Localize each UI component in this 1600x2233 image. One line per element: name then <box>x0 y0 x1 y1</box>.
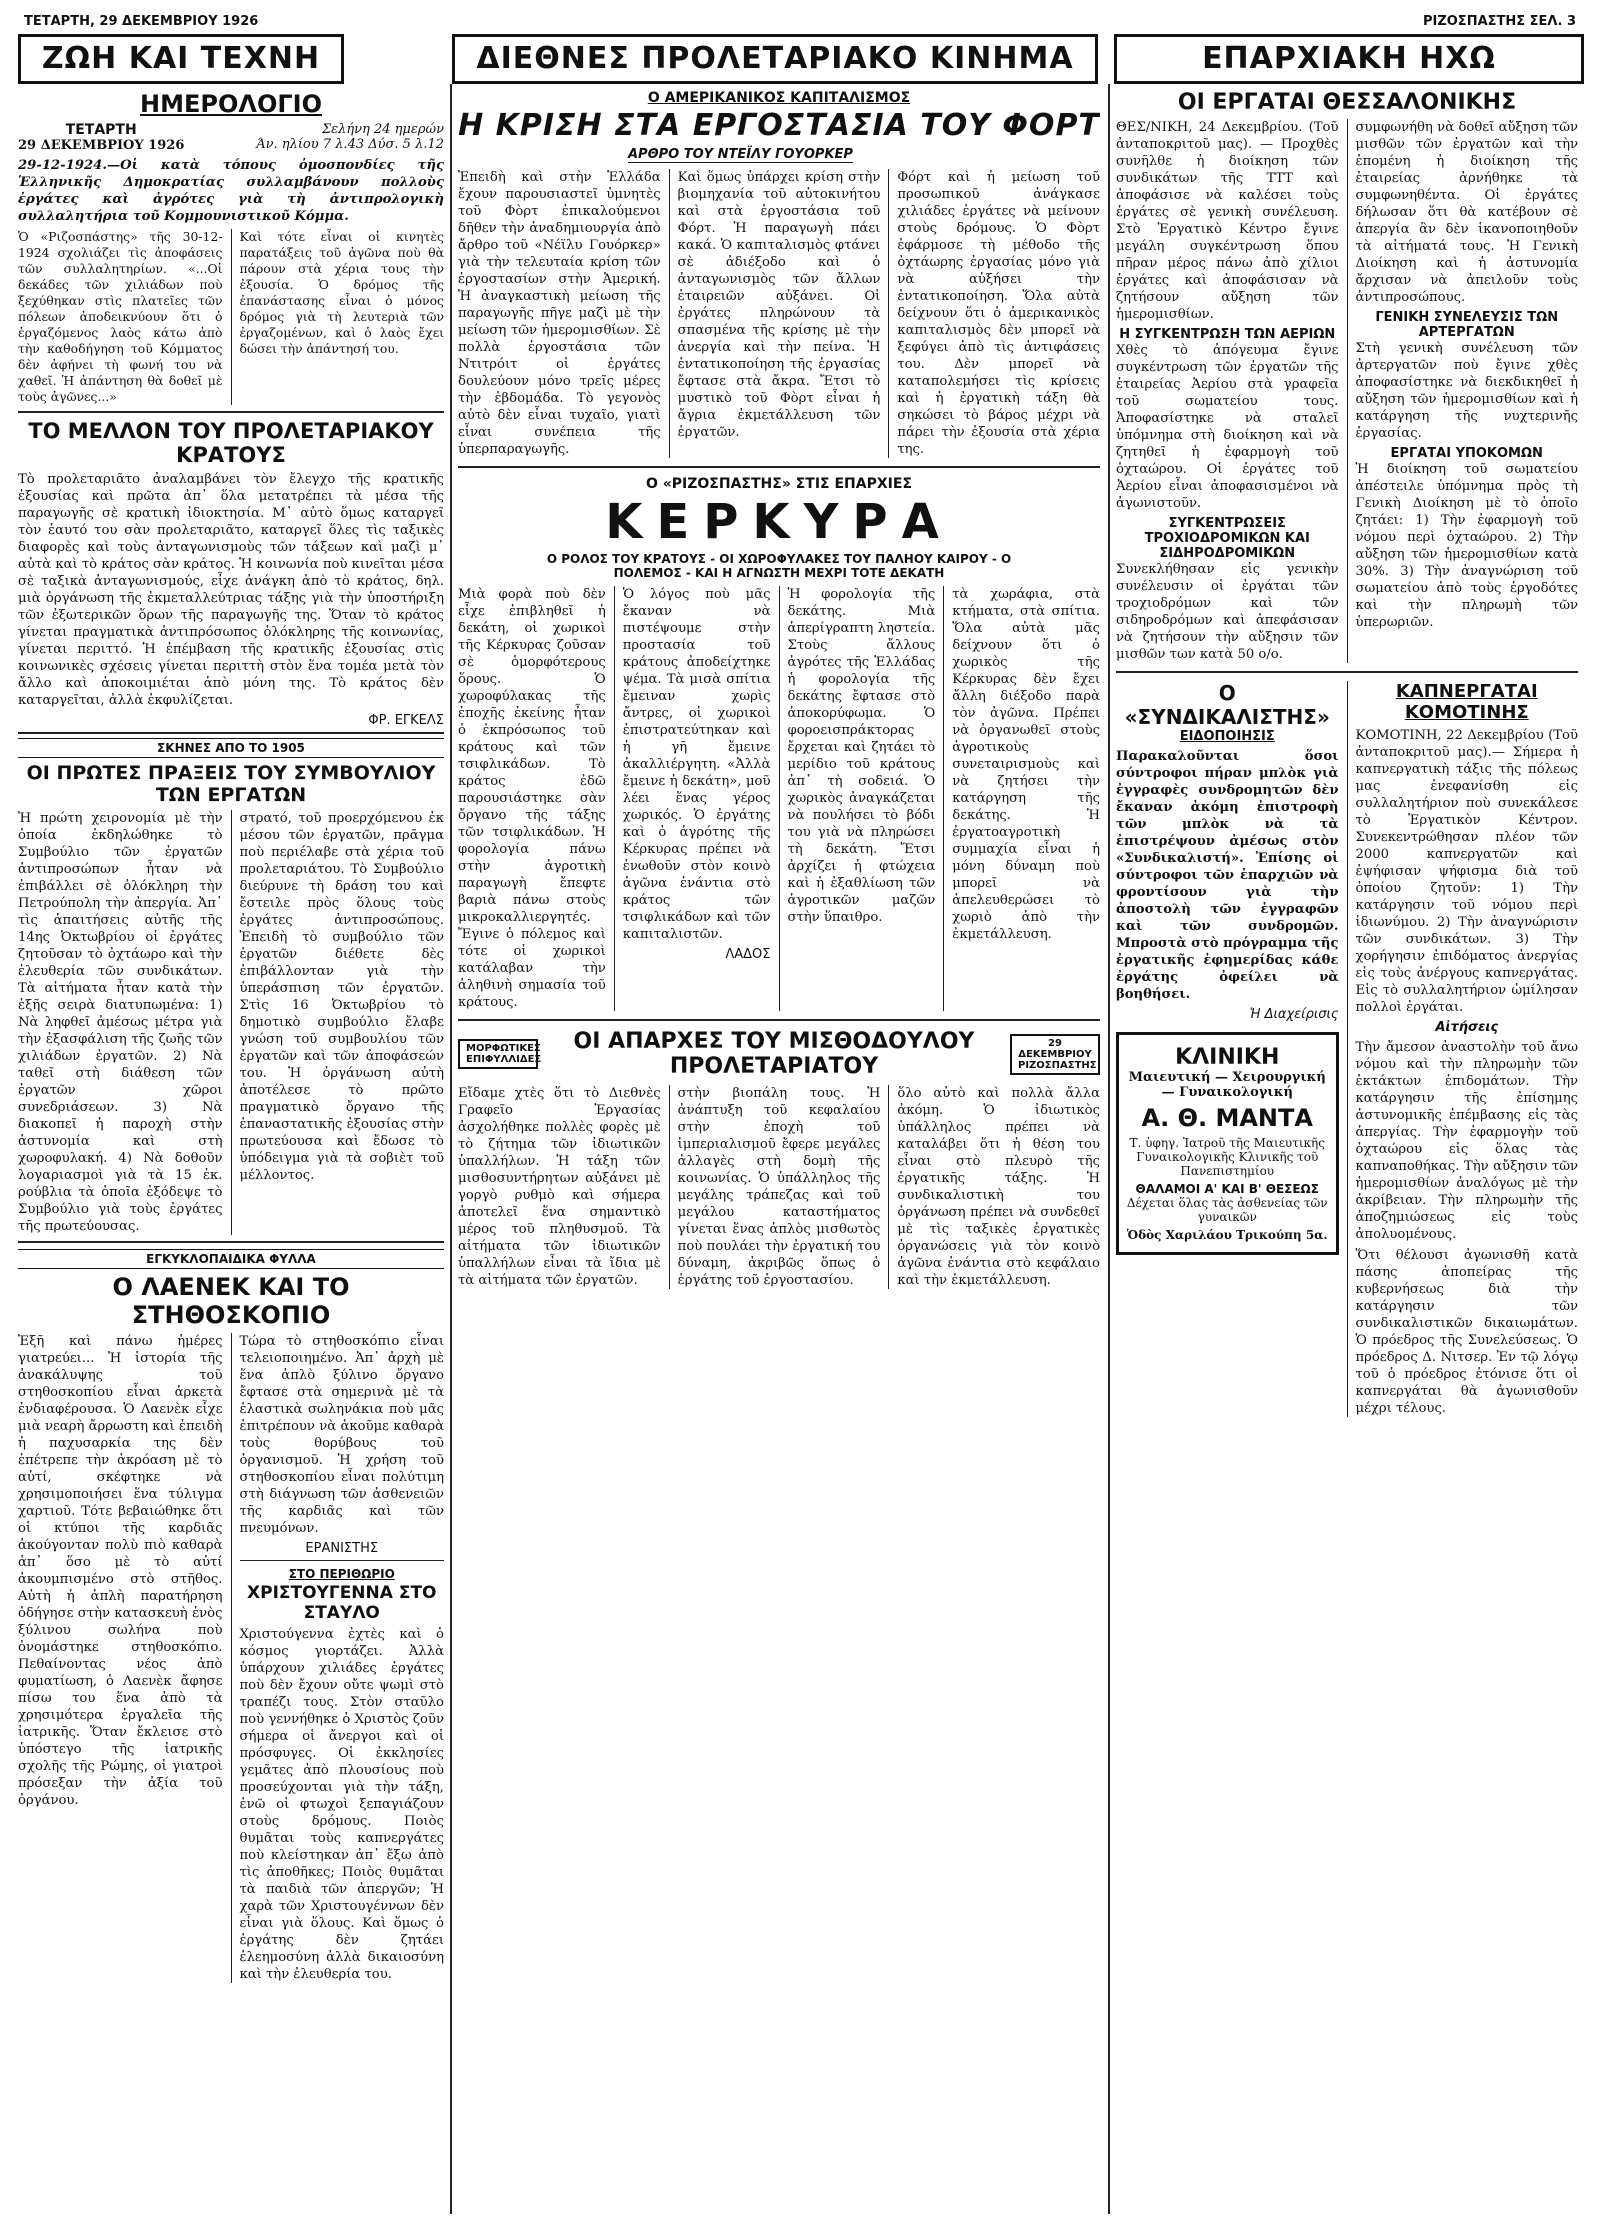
corfu-title: ΚΕΡΚΥΡΑ <box>605 494 953 550</box>
christmas-kicker: ΣΤΟ ΠΕΡΙΘΩΡΙΟ <box>288 1567 395 1581</box>
clinic-line-2: Τ. ὑφηγ. Ἰατροῦ τῆς Μαιευτικῆς Γυναικολογικῆς Κλινικῆς τοῦ Πανεπιστημίου <box>1129 1136 1325 1178</box>
corfu-text-d: τὰ χωράφια, στὰ κτήματα, στὰ σπίτια. Ὅλα αὐτὰ μᾶς δείχνουν ὅτι ὁ χωρικὸς τῆς Κέρκυρας δὲν ἔχει ἄλλη διέξοδο παρὰ τὸν ἀγῶνα. Πρέπει νὰ ὀργανωθεῖ στοὺς ἀγροτικοὺς συνεταιρισμοὺς καὶ νὰ ζητήσει τὴν κατάργηση τῆς δεκάτης. Ἡ ἐργατοαγροτικὴ συμμαχία εἶναι ἡ μόνη δύναμη ποὺ μπορεῖ νὰ ἀπελευθερώσει τὸ χωριὸ ἀπὸ τὴν ἐκμετάλλευση. <box>952 587 1100 942</box>
syndicalist-sign: Ἡ Διαχείρισις <box>1249 1007 1339 1022</box>
corfu-kicker: Ο «ΡΙΖΟΣΠΑΣΤΗΣ» ΣΤΙΣ ΕΠΑΡΧΙΕΣ <box>645 476 913 492</box>
salaried-box-left: ΜΟΡΦΩΤΙΚΕΣ ΕΠΙΦΥΛΛΙΔΕΣ <box>458 1039 538 1069</box>
calendar-text-b: Καὶ τότε εἶναι οἱ κινητὲς παρατάξεις τοῦ ἀγῶνα ποὺ θὰ πάρουν στὰ χέρια τους τὴν ἐξουσία. Ὁ δρόμος τῆς ἐπανάστασης εἶναι ὁ μόνος δρόμος γιὰ τὴ λευτεριὰ τῶν ἐργαζομένων, καὶ ὁ λαὸς ἔχει δώσει τὴν ἀπάντησή του. <box>239 229 444 356</box>
corfu-text-b: Ὁ λόγος ποὺ μᾶς ἔκαναν νὰ πιστέψουμε στὴν προστασία τοῦ κράτους ἀποδείχτηκε ψέμα. Τὰ μισὰ σπίτια ἔμειναν χωρὶς ἄντρες, οἱ χωρικοὶ ἐπιστρατεύτηκαν καὶ ἡ γῆ ἔμεινε ἀκαλλιέργητη. «Ἀλλὰ ἔμεινε ἡ δεκάτη», μοῦ λέει ἕνας γέρος χωρικός. Ὁ ἐργάτης καὶ ὁ ἀγρότης τῆς Κέρκυρας πρέπει νὰ ἑνωθοῦν στὸν κοινὸ ἀγῶνα ἐνάντια στὸ κράτος τῶν τσιφλικάδων καὶ τῶν καπιταλιστῶν. <box>622 587 771 942</box>
calendar-sun: Άν. ηλίου 7 λ.43 Δύσ. 5 λ.12 <box>256 137 444 152</box>
section-left-header: ΖΩΗ ΚΑΙ ΤΕΧΝΗ <box>18 34 344 84</box>
clinic-line-1: Μαιευτική — Χειρουργική — Γυναικολογική <box>1128 1070 1326 1100</box>
future-state-author: ΦΡ. ΕΓΚΕΛΣ <box>368 713 444 728</box>
memo-heading: ΕΡΓΑΤΑΙ ΥΠΟΚΟΜΩΝ <box>1390 446 1543 461</box>
komotini-body: ΚΟΜΟΤΙΝΗ, 22 Δεκεμβρίου (Τοῦ ἀνταποκριτοῦ μας).— Σήμερα ἡ καπνεργατικὴ τάξις τῆς πόλεως μας ἐνεφανίσθη εἰς συλλαλητήριον ποὺ συνεκάλεσε τὸ Ἐργατικὸν Κέντρον. Συνεκεντρώθησαν πλέον τῶν 2000 καπνεργατῶν καὶ ἐψήφισαν ψήφισμα διὰ τοῦ ὁποίου ζητοῦν: 1) Τὴν κατάργησιν τοῦ νόμου περὶ ἰδιωνύμου. 2) Τὴν ἀναγνώρισιν τῶν συνδικάτων. 3) Τὴν χορήγησιν ἐπιδόματος ἀνεργίας εἰς τοὺς ἀνέργους καπνεργάτας. Εἰς τὸ συλλαλητήριον ὡμίλησαν πολλοὶ ἐργάται. <box>1355 728 1578 1015</box>
scenes-kicker: ΣΚΗΝΕΣ ΑΠΟ ΤΟ 1905 <box>18 738 444 758</box>
encyclopedia-text-a: Ἑξῆ καὶ πάνω ἡμέρες γιατρεύει... Ἡ ἱστορία τῆς ἀνακάλυψης τοῦ στηθοσκοπίου εἶναι ἀρκετὰ ἐνδιαφέρουσα. Ὁ Λαενὲκ εἶχε μιὰ νεαρὴ ἄρρωστη καὶ ἐπειδὴ ἡ παχυσαρκία της δὲν ἐπέτρεπε τὴν ἀκρόαση μὲ τὸ αὐτί, σκέφτηκε νὰ χρησιμοποιήσει ἕνα τύλιγμα χαρτιοῦ. Τότε βεβαιώθηκε ὅτι οἱ κτύποι τῆς καρδιᾶς ἀκούγονταν πολὺ πιὸ καθαρὰ ἀπ᾽ ὅσο μὲ τὸ αὐτί ἀκουμπισμένο στὸ στῆθος. Αὐτὴ ἡ ἁπλὴ παρατήρηση ὁδήγησε στὴν κατασκευὴ ἑνὸς ξύλινου σωλήνα ποὺ ὀνομάστηκε στηθοσκόπιο. Πεθαίνοντας νέος ἀπὸ φυματίωση, ὁ Λαενὲκ ἄφησε πίσω του ἕνα ἀπὸ τὰ χρησιμότερα ἐργαλεῖα τῆς ἰατρικῆς. Ὅταν ἔκλεισε στὸ ὑπόστεγο τῆς ἰατρικῆς σχολῆς τῆς Ρώμης, οἱ γιατροὶ πρόσεξαν τὴν ἀξία τοῦ ὀργάνου. <box>18 1334 223 1808</box>
syndicalist-title: Ο «ΣΥΝΔΙΚΑΛΙΣΤΗΣ» <box>1124 681 1330 729</box>
bakers-body: Στὴ γενικὴ συνέλευση τῶν ἀρτεργατῶν ποὺ ἔγινε χθὲς ἀποφασίστηκε νὰ διεκδικηθεῖ ἡ αὔξηση τῶν ἡμερομισθίων καὶ ἡ κατάργηση τῆς νυχτερινῆς ἐργασίας. <box>1355 341 1578 441</box>
christmas-title: ΧΡΙΣΤΟΥΓΕΝΝΑ ΣΤΟ ΣΤΑΥΛΟ <box>247 1583 437 1623</box>
corfu-article <box>458 476 1100 1011</box>
trams-body: Συνεκλήθησαν εἰς γενικὴν συνέλευσιν οἱ ἐργάται τῶν τροχιοδρόμων καὶ τῶν σιδηροδρόμων καὶ ἀπεφάσισαν νὰ ζητήσουν τὴν αὔξησιν τῶν μισθῶν των κατὰ 50 ο/ο. <box>1116 562 1339 662</box>
salaried-box-right: 29 ΔΕΚΕΜΒΡΙΟΥ ΡΙΖΟΣΠΑΣΤΗΣ <box>1010 1034 1100 1075</box>
syndicalist-body: Παρακαλοῦνται ὅσοι σύντροφοι πήραν μπλὸκ γιὰ ἐγγραφὲς συνδρομητῶν δὲν ἔκαναν ἀκόμη ἐπιστροφὴ τῶν μπλὸκ νὰ τὰ ἐπιστρέψουν ἀμέσως στὸν «Συνδικαλιστή». Ἐπίσης οἱ σύντροφοι τῶν ἐπαρχιῶν νὰ φροντίσουν γιὰ τὴν ἀποστολὴ τῶν ἐγγραφῶν καὶ τῶν συνδρομῶν. Μπροστὰ στὸ πρόγραμμα τῆς ἐργατικῆς ἐφημερίδας κάθε ἐργάτης ὀφείλει νὰ βοηθήσει. <box>1116 749 1339 1002</box>
gas-assembly-heading: Η ΣΥΓΚΕΝΤΡΩΣΗ ΤΩΝ ΑΕΡΙΩΝ <box>1119 327 1336 342</box>
ford-article <box>458 90 1100 458</box>
section-divider <box>18 411 444 413</box>
scenes-title: ΟΙ ΠΡΩΤΕΣ ΠΡΑΞΕΙΣ ΤΟΥ ΣΥΜΒΟΥΛΙΟΥ ΤΩΝ ΕΡΓΑΤΩΝ <box>26 762 436 806</box>
clinic-doctor-name: Α. Θ. ΜΑΝΤΑ <box>1141 1104 1313 1132</box>
syndicalist-subtitle: ΕΙΔΟΠΟΙΗΣΙΣ <box>1179 729 1275 744</box>
future-state-title: ΤΟ ΜΕΛΛΟΝ ΤΟΥ ΠΡΟΛΕΤΑΡΙΑΚΟΥ ΚΡΑΤΟΥΣ <box>28 419 434 467</box>
encyclopedia-article <box>18 1249 444 1983</box>
column-rule <box>450 84 452 2214</box>
clinic-line-4: Δέχεται ὅλας τὰς ἀσθενείας τῶν γυναικῶν <box>1126 1196 1328 1224</box>
encyclopedia-text-b: Τώρα τὸ στηθοσκόπιο εἶναι τελειοποιημένο. Ἀπ᾽ ἀρχὴ μὲ ἕνα ἁπλὸ ξύλινο ὄργανο ἔφτασε στὰ σημερινὰ μὲ τὰ ἐλαστικὰ σωληνάκια ποὺ μᾶς ἐπιτρέπουν νὰ ἀκοῦμε καθαρὰ τοὺς θορύβους τοῦ ὀργανισμοῦ. Ἡ χρήση τοῦ στηθοσκοπίου εἶναι πολύτιμη στὴ διάγνωση τῶν ἀσθενειῶν τῆς καρδιᾶς καὶ τῶν πνευμόνων. <box>239 1334 444 1536</box>
komotini-requests-heading: Αἰτήσεις <box>1435 1020 1499 1035</box>
memo-body: Ἡ διοίκηση τοῦ σωματείου ἀπέστειλε ὑπόμνημα πρὸς τὴ Γενικὴ Διοίκηση μὲ τὸ ὁποῖο ζητάει: 1) Τὴν ἐφαρμογὴ τοῦ νόμου περὶ ὀχταώρου. 2) Τὴν αὔξηση τῶν ἡμερομισθίων κατὰ 30%. 3) Τὴν ἀναγνώριση τοῦ σωματείου ἀπὸ τοὺς ἐργοδότες καὶ τὴν πληρωμὴ τῶν ὑπερωριῶν. <box>1355 462 1578 630</box>
section-center-header: ΔΙΕΘΝΕΣ ΠΡΟΛΕΤΑΡΙΑΚΟ ΚΙΝΗΜΑ <box>452 34 1098 84</box>
paper-page-label: ΡΙΖΟΣΠΑΣΤΗΣ ΣΕΛ. 3 <box>1422 14 1576 29</box>
gas-assembly-body: Χθὲς τὸ ἀπόγευμα ἔγινε συγκέντρωση τῶν ἐργατῶν τῆς ἑταιρείας Ἀερίου στὰ γραφεῖα τοῦ σωματείου τους. Ἀποφασίστηκε νὰ σταλεῖ ὑπόμνημα στὴ διοίκηση καὶ νὰ ζητηθεῖ ἡ ἐφαρμογὴ τοῦ ὀχταώρου. Οἱ ἐργάτες τοῦ Ἀερίου εἶναι ἀποφασισμένοι νὰ ἀγωνιστοῦν. <box>1116 343 1339 511</box>
clinic-line-3: ΘΑΛΑΜΟΙ Α' ΚΑΙ Β' ΘΕΣΕΩΣ <box>1135 1182 1319 1196</box>
section-divider <box>458 1019 1100 1021</box>
section-right-header: ΕΠΑΡΧΙΑΚΗ ΗΧΩ <box>1114 34 1584 84</box>
section-divider <box>1116 671 1578 673</box>
right-column <box>1116 90 1578 2215</box>
ford-subtitle: ΑΡΘΡΟ ΤΟΥ ΝΤΕΪΛΥ ΓΟΥΟΡΚΕΡ <box>628 147 853 162</box>
clinic-ad <box>1116 1032 1339 1255</box>
scenes-text-b: στρατό, τοῦ προερχόμενου ἐκ μέσου τῶν ἐργατῶν, πρᾶγμα ποὺ περιέλαβε στὰ χέρια τοῦ προλεταριάτου. Τὸ Συμβούλιο διεύρυνε τὴ δράση του καὶ ἔστειλε πρὸς ὅλους τοὺς ἐργάτες ἀντιπροσώπους. Ἐπειδὴ τὸ συμβούλιο τῶν ἐργατῶν διέθετε δὲς ἐπιβάλλονταν γιὰ τὴν ὑπεράσπιση τῶν ἐργατῶν. Στὶς 16 Ὀκτωβρίου τὸ δημοτικὸ συμβούλιο ἔλαβε γνώση τοῦ συμβουλίου τῶν ἐργατῶν καὶ τῶν ἀποφάσεών του. Ἡ ὀργάνωση αὐτὴ ἀποτέλεσε τὸ πρῶτο πραγματικὸ ὄργανο τῆς ἐπαναστατικῆς ἐξουσίας στὴν πρωτεύουσα καὶ ἔδωσε τὸ ὑπόδειγμα γιὰ τὰ σοβιὲτ τοῦ μέλλοντος. <box>239 811 444 1183</box>
salaried-text-b: στὴν βιοπάλη τους. Ἡ ἀνάπτυξη τοῦ κεφαλαίου στὴν ἐποχὴ τοῦ ἰμπεριαλισμοῦ ἔφερε μεγάλες ἀλλαγὲς στὴ δομὴ τῆς κοινωνίας. Ὁ ὑπάλληλος τῆς μεγάλης τράπεζας καὶ τοῦ μεγάλου καταστήματος γίνεται ἕνας ἀπλὸς μισθωτὸς ποὺ πουλάει τὴν ἐργατική του δύναμη, ἀκριβῶς ὅπως ὁ ἐργάτης τοῦ ἐργοστασίου. <box>677 1086 881 1288</box>
left-column <box>18 90 444 2215</box>
salaried-text-c: ὅλο αὐτὸ καὶ πολλὰ ἄλλα ἀκόμη. Ὁ ἰδιωτικὸς ὑπάλληλος πρέπει νὰ καταλάβει ὅτι ἡ θέση του εἶναι στὸ πλευρὸ τῆς ἐργατικῆς τάξης. Ἡ συνδικαλιστικὴ του ὀργάνωση πρέπει νὰ συνδεθεῖ μὲ τὶς ταξικὲς ἐργατικὲς ὀργανώσεις γιὰ τὸν κοινὸ ἀγῶνα ἐνάντια στὸ κεφάλαιο καὶ τὴν ἐκμετάλλευση. <box>897 1086 1100 1288</box>
calendar-block <box>18 90 444 405</box>
komotini-article <box>1356 681 1579 1417</box>
ford-title: Η ΚΡΙΣΗ ΣΤΑ ΕΡΓΟΣΤΑΣΙΑ ΤΟΥ ΦΟΡΤ <box>458 108 1100 143</box>
calendar-text-a: Ὁ «Ριζοσπάστης» τῆς 30-12-1924 σχολιάζει τὶς ἀποφάσεις τῶν συλλαλητηρίων. «...Οἱ δεκάδες τῶν χιλιάδων ποὺ ξεχύθηκαν στὶς πλατεῖες τῶν πόλεων ἀποδεικνύουν ὅτι ὁ ἐργαζόμενος λαὸς κάτω ἀπὸ τὴν καθοδήγηση τοῦ Κόμματος δὲν ἀφήνει τὴ φωνή του νὰ χαθεῖ. Ἡ ἀπάντηση θὰ δοθεῖ μὲ τοὺς ἀγῶνες...» <box>18 229 223 404</box>
top-strip <box>18 14 1582 32</box>
encyclopedia-author: ΕΡΑΝΙΣΤΗΣ <box>305 1541 379 1556</box>
encyclopedia-title: Ο ΛΑΕΝΕΚ ΚΑΙ ΤΟ ΣΤΗΘΟΣΚΟΠΙΟ <box>112 1273 350 1329</box>
ford-text-a: Ἐπειδὴ καὶ στὴν Ἑλλάδα ἔχουν παρουσιαστεῖ ὑμνητὲς τοῦ Φὸρτ ἐπικαλούμενοι δῆθεν τὴν ἀναδημιουργία ἀπὸ ἄρθρο τοῦ «Νέϊλυ Γουόρκερ» γιὰ τὴν τελευταία κρίση τῶν ἐργοστασίων στὴν Ἀμερική. Ἡ ἀναγκαστικὴ μείωση τῆς παραγωγῆς πῆγε μαζὶ μὲ τὴν μείωση τῶν ἡμερομισθίων. Σὲ πολλὰ ἐργοστάσια τῶν Ντιτρόιτ οἱ ἐργάτες δουλεύουν μόνο τρεῖς μέρες τὴν ἑβδομάδα. Τὸ γεγονὸς αὐτὸ δὲν εἶναι τυχαῖο, γιατὶ εἶναι συνέπεια τῆς ὑπερπαραγωγῆς. <box>458 170 661 457</box>
corfu-author: ΛΑΔΟΣ <box>725 947 771 962</box>
future-state-article <box>18 419 444 728</box>
thessaloniki-title: ΟΙ ΕΡΓΑΤΑΙ ΘΕΣΣΑΛΟΝΙΚΗΣ <box>1177 90 1517 115</box>
thessaloniki-text-a: ΘΕΣ/ΝΙΚΗ, 24 Δεκεμβρίου. (Τοῦ ἀνταποκριτοῦ μας). — Προχθὲς συνῆλθε ἡ διοίκηση τῶν συνδικάτων τῆς ΤΤΤ καὶ ἀποφάσισε νὰ καλέσει τοὺς ἐργάτες σὲ γενικὴ συνέλευση. Στὸ Ἐργατικὸ Κέντρο ἔγινε μεγάλη συγκέντρωση ὅπου πῆραν μέρος πάνω ἀπὸ χίλιοι ἐργάτες καὶ ἀποφάσισαν νὰ ζητήσουν αὔξηση τῶν ἡμερομισθίων. <box>1116 120 1339 322</box>
calendar-day: ΤΕΤΑΡΤΗ <box>65 122 137 138</box>
newspaper-page <box>18 14 1582 2219</box>
corfu-subtitle: Ο ΡΟΛΟΣ ΤΟΥ ΚΡΑΤΟΥΣ - ΟΙ ΧΩΡΟΦΥΛΑΚΕΣ ΤΟΥ ΠΑΛΗΟΥ ΚΑΙΡΟΥ - Ο ΠΟΛΕΜΟΣ - ΚΑΙ Η ΑΓΝΩΣΤΗ ΜΕΧΡΙ ΤΟΤΕ ΔΕΚΑΤΗ <box>546 552 1012 580</box>
future-state-body: Τὸ προλεταριᾶτο ἀναλαμβάνει τὸν ἔλεγχο τῆς κρατικῆς ἐξουσίας καὶ πρῶτα ἀπ᾽ ὅλα μετατρέπει τὰ μέσα τῆς παραγωγῆς σὲ κρατικὴ ἰδιοκτησία. Μ᾽ αὐτὸ ὅμως καταργεῖ τὸν ἑαυτό του σὰν προλεταριᾶτο, καταργεῖ ὅλες τὶς ταξικὲς διαφορὲς καὶ τοὺς ἀνταγωνισμοὺς τῶν τάξεων καὶ μαζὶ μ᾽ αὐτὰ καὶ τὸ κράτος σὰν κράτος. Ἡ κοινωνία ποὺ κινεῖται μέσα σὲ ταξικὰ ἀνταγωνισμούς, εἶχε ἀνάγκη ἀπὸ τὸ κράτος, δηλ. μιὰ ὀργάνωση τῆς ἐκμεταλλεύτριας τάξης γιὰ τὴν ὑποστήριξη τῶν ἐξωτερικῶν ὅρων τῆς παραγωγῆς της. Ὅταν τὸ κράτος γίνεται πραγματικὰ ἀντιπρόσωπος ὁλόκληρης τῆς κοινωνίας, γίνεται περιττό. Ἡ ἐπέμβαση τῆς κρατικῆς ἐξουσίας στὶς κοινωνικὲς σχέσεις γίνεται περιττὴ στὸν ἕνα τομέα μετὰ τὸν ἄλλο καὶ ἀποκοιμιέται ἀπὸ μόνη της. Τὸ κράτος δὲν καταργεῖται, ἀλλὰ ἐκφυλίζεται. <box>18 472 444 708</box>
thessaloniki-article <box>1116 90 1578 663</box>
ford-text-b: Καὶ ὅμως ὑπάρχει κρίση στὴν βιομηχανία τοῦ αὐτοκινήτου καὶ στὰ ἐργοστάσια τοῦ Φόρτ. Ἡ παραγωγὴ πάει κακά. Ὁ καπιταλισμὸς φτάνει σὲ ἀδιέξοδο καὶ ὁ ἀνταγωνισμὸς τῶν ἄλλων ἑταιρειῶν αὐξάνει. Οἱ ἐργάτες πληρώνουν τὰ σπασμένα τῆς κρίσης μὲ τὴν ἀνεργία καὶ τὴν πείνα. Ἡ ἐντατικοποίηση τῆς ἐργασίας ἔφτασε στὰ ἄκρα. Ἔτσι τὸ μυστικὸ τοῦ Φὸρτ εἶναι ἡ ἄγρια ἐκμετάλλευση τῶν ἐργατῶν. <box>677 170 881 440</box>
komotini-body-2: Τὴν ἄμεσον ἀναστολὴν τοῦ ἄνω νόμου καὶ τὴν πληρωμὴν τῶν ἐκτάκτων ἐπιδομάτων. Τὴν κατάργησιν τῆς ἐπίσημης ἀστυνομικῆς ἐπέμβασης εἰς τὰς ἀπεργίας. Τὴν ἐφαρμογὴν τοῦ ὀχταώρου εἰς ὅλας τὰς καπναποθήκας. Τὴν αὔξησιν τῶν ἡμερομισθίων ἀναλόγως μὲ τὴν ἀκρίβειαν. Τὴν πληρωμὴν τῆς ἀποζημιώσεως εἰς τοὺς ἀπολυομένους. <box>1355 1040 1578 1242</box>
salaried-article <box>458 1029 1100 1289</box>
komotini-title: ΚΑΠΝΕΡΓΑΤΑΙ ΚΟΜΟΤΙΝΗΣ <box>1395 681 1538 723</box>
section-divider <box>18 732 444 734</box>
clinic-address: Ὁδὸς Χαριλάου Τρικούπη 5α. <box>1126 1228 1328 1242</box>
center-column <box>458 90 1100 2215</box>
issue-date: ΤΕΤΑΡΤΗ, 29 ΔΕΚΕΜΒΡΙΟΥ 1926 <box>24 14 259 29</box>
scenes-text-a: Ἡ πρώτη χειρονομία μὲ τὴν ὁποία ἐκδηλώθηκε τὸ Συμβούλιο τῶν ἐργατῶν ἀντιπροσώπων ἦταν νὰ ἐπιβάλλει σὲ ὁλόκληρη τὴν Πετρούπολη τὴν ἀπεργία. Ἀπ᾽ τὶς ἀπαιτήσεις αὐτῆς τῆς 14ης Ὀκτωβρίου οἱ ἐργάτες ζητοῦσαν τὸ ὀχτάωρο καὶ τὴν ἐλευθερία τῶν συνδικάτων. Τὰ αἰτήματα ἦταν κατὰ τὴν ἑξῆς σειρὰ διατυπωμένα: 1) Νὰ ληφθεῖ ἀμέσως μέτρα γιὰ τὴν ἐξασφάλιση τῆς ζωῆς τῶν χιλιάδων ἐργατῶν. 2) Νὰ ταθεῖ στὴ διάθεση τῶν ἐργατῶν χῶροι συνεδριάσεων. 3) Νὰ διακοπεῖ ἡ παροχὴ στὴν ἀστυνομία καὶ στὴ χωροφυλακή. 4) Νὰ δοθοῦν λογαριασμοὶ γιὰ τὰ 15 ἑκ. ρούβλια τὰ ὁποῖα ἐξόδεψε τὸ Συμβούλιο γιὰ τοὺς ἐργάτες τῆς πρωτεύουσας. <box>18 811 223 1234</box>
ford-kicker: Ο ΑΜΕΡΙΚΑΝΙΚΟΣ ΚΑΠΙΤΑΛΙΣΜΟΣ <box>647 90 911 106</box>
column-rule <box>1108 84 1110 2214</box>
bakers-heading: ΓΕΝΙΚΗ ΣΥΝΕΛΕΥΣΙΣ ΤΩΝ ΑΡΤΕΡΓΑΤΩΝ <box>1375 310 1559 340</box>
encyclopedia-kicker: ΕΓΚΥΚΛΟΠΑΙΔΙΚΑ ΦΥΛΛΑ <box>18 1249 444 1269</box>
calendar-date: 29 ΔΕΚΕΜΒΡΙΟΥ 1926 <box>18 138 185 153</box>
calendar-title: ΗΜΕΡΟΛΟΓΙΟ <box>140 90 322 118</box>
divider <box>240 1560 445 1561</box>
christmas-body: Χριστούγεννα ἐχτὲς καὶ ὁ κόσμος γιορτάζει. Ἀλλὰ ὑπάρχουν χιλιάδες ἐργάτες ποὺ δὲν ἔχουν οὔτε ψωμὶ στὸ τραπέζι τους. Στὸν σταῦλο ποὺ γεννήθηκε ὁ Χριστὸς ζοῦν σήμερα οἱ ἄνεργοι καὶ οἱ πρόσφυγες. Οἱ ἐκκλησίες γεμᾶτες ἀπὸ πλουσίους ποὺ προσεύχονται γιὰ τὴν τάξη, ἐνῶ οἱ φτωχοὶ ξεπαγιάζουν στοὺς δρόμους. Ποιὸς θυμᾶται τοὺς καπνεργάτες ποὺ κλείστηκαν ἀπ᾽ ἔξω ἀπὸ τὶς ἀποθῆκες; Ποιὸς θυμᾶται τὰ παιδιὰ τῶν ἀπεργῶν; Ἡ χαρὰ τῶν Χριστουγέννων δὲν εἶναι γιὰ ὅλους. Καὶ ὅμως ὁ ἐργάτης δὲν ζητάει ἐλεημοσύνη ἀλλὰ δικαιοσύνη καὶ τὴν ἐλευθερία του. <box>239 1627 444 1982</box>
clinic-title: ΚΛΙΝΙΚΗ <box>1175 1045 1280 1070</box>
corfu-text-c: Ἡ φορολογία τῆς δεκάτης. Μιὰ ἀπερίγραπτη ληστεία. Στοὺς ἄλλους ἀγρότες τῆς Ἑλλάδας ἡ φορολογία τῆς δεκάτης ἔφτασε στὸ ἀποκορύφωμα. Ὁ φοροεισπράκτορας ἔρχεται καὶ ζητάει τὸ μερίδιο τοῦ κράτους ἀπ᾽ τὴ σοδειά. Ὁ χωρικὸς ἀναγκάζεται νὰ πουλήσει τὸ βόδι του γιὰ νὰ πληρώσει τὴ δεκάτη. Ἔτσι ἀρχίζει ἡ φτώχεια καὶ ἡ ἐξαθλίωση τῶν ἀγροτικῶν μαζῶν στὴν ὕπαιθρο. <box>787 587 936 925</box>
calendar-moon: Σελήνη 24 ημερών <box>321 122 444 137</box>
calendar-entry: 29-12-1924.—Οἱ κατὰ τόπους ὀμοσπονδίες τῆς Ἑλληνικῆς Δημοκρατίας συλλαμβάνουν πολλοὺς ἐργάτες καὶ ἀγρότες γιὰ τὴ ἀντιπρολογικὴ συλλαλητήρια τοῦ Κομμουνιστικοῦ Κόμμα. <box>18 158 444 224</box>
ford-text-c: Φόρτ καὶ ἡ μείωση τοῦ προσωπικοῦ ἀνάγκασε χιλιάδες ἐργάτες νὰ μείνουν στοὺς δρόμους. Ὁ Φὸρτ ἐφάρμοσε τὴ μέθοδο τῆς ὀχτάωρης ἐργασίας μόνο γιὰ νὰ αὐξήσει τὴν ἐντατικοποίηση. Ὅλα αὐτὰ δείχνουν ὅτι ὁ ἀμερικανικὸς καπιταλισμὸς δὲν μπορεῖ νὰ ξεφύγει ἀπὸ τὶς ἀντιφάσεις του. Δὲν μπορεῖ νὰ καταπολεμήσει τὶς κρίσεις καὶ ἡ ἐργατικὴ τάξη θὰ σηκώσει τὸ βάρος μέχρι νὰ πάρει τὴν ἐξουσία στὰ χέρια της. <box>897 170 1100 457</box>
corfu-text-a: Μιὰ φορὰ ποὺ δὲν εἶχε ἐπιβληθεῖ ἡ δεκάτη, οἱ χωρικοὶ τῆς Κέρκυρας ζοῦσαν σὲ ὁμορφότερους ὅρους. Ὁ χωροφύλακας τῆς ἐποχῆς ἐκείνης ἦταν ὁ ἐκπρόσωπος τοῦ κράτους καὶ τῶν τσιφλικάδων. Τὸ κράτος ἐδῶ παρουσιάστηκε σὰν ὄργανο τῆς τάξης τῶν τσιφλικάδων. Ἡ φορολογία πάνω στὴν ἀγροτικὴ παραγωγὴ ἔπεφτε βαριὰ πάνω στοὺς μικροκαλλιεργητές. Ἔγινε ὁ πόλεμος καὶ τότε οἱ χωρικοὶ κατάλαβαν τὴν ἀληθινὴ σημασία τοῦ κράτους. <box>458 587 606 1010</box>
section-divider <box>18 1241 444 1243</box>
scenes-1905-article <box>18 738 444 1235</box>
salaried-title: ΟΙ ΑΠΑΡΧΕΣ ΤΟΥ ΜΙΣΘΟΔΟΥΛΟΥ ΠΡΟΛΕΤΑΡΙΑΤΟΥ <box>573 1029 975 1079</box>
thessaloniki-text-b: συμφωνήθη νὰ δοθεῖ αὔξηση τῶν μισθῶν τῶν ἐργατῶν καὶ τὴν ἐπομένη ἡ διοίκηση τῆς ἑταιρείας ἀρνήθηκε τὰ συμφωνηθέντα. Οἱ ἐργάτες δήλωσαν ὅτι θὰ κατέβουν σὲ ἀπεργία ἂν δὲν ἱκανοποιηθοῦν τὰ αἰτήματά τους. Ἡ Γενικὴ Διοίκηση καὶ ἡ ἀστυνομία ἄρχισαν νὰ ἀπειλοῦν τοὺς ἀντιπροσώπους. <box>1355 120 1578 305</box>
syndicalist-notice <box>1116 681 1339 1022</box>
komotini-body-3: Ὅτι θέλουσι ἀγωνισθῆ κατὰ πάσης ἀποπείρας τῆς κυβερνήσεως διὰ τὴν κατάργησιν τῶν συνδικαλιστικῶν δικαιωμάτων. Ὁ πρόεδρος τῆς Συνελεύσεως. Ὁ πρόεδρος Δ. Νιτσερ. Ἐν τῷ λόγῳ τοῦ ὁ πρόεδρος ἐτόνισε ὅτι οἱ καπνεργάται θὰ ἀγωνισθοῦν μέχρι τέλους. <box>1355 1248 1578 1416</box>
section-divider <box>458 466 1100 468</box>
trams-heading: ΣΥΓΚΕΝΤΡΩΣΕΙΣ ΤΡΟΧΙΟΔΡΟΜΙΚΩΝ ΚΑΙ ΣΙΔΗΡΟΔΡΟΜΙΚΩΝ <box>1144 516 1310 561</box>
salaried-text-a: Εἴδαμε χτὲς ὅτι τὸ Διεθνὲς Γραφεῖο Ἐργασίας ἀσχολήθηκε πολλὲς φορὲς μὲ τὸ ζήτημα τῶν ἰδιωτικῶν ὑπαλλήλων. Ἡ τάξη τῶν μισθοσυντήρητων αὐξάνει μὲ γοργὸ ρυθμὸ καὶ σήμερα ἀποτελεῖ ἕνα σημαντικὸ μέρος τοῦ πληθυσμοῦ. Τὰ αἰτήματα τῶν ἰδιωτικῶν ὑπαλλήλων εἶναι τὰ ἴδια μὲ τὰ αἰτήματα τῶν ἐργατῶν. <box>458 1086 661 1288</box>
